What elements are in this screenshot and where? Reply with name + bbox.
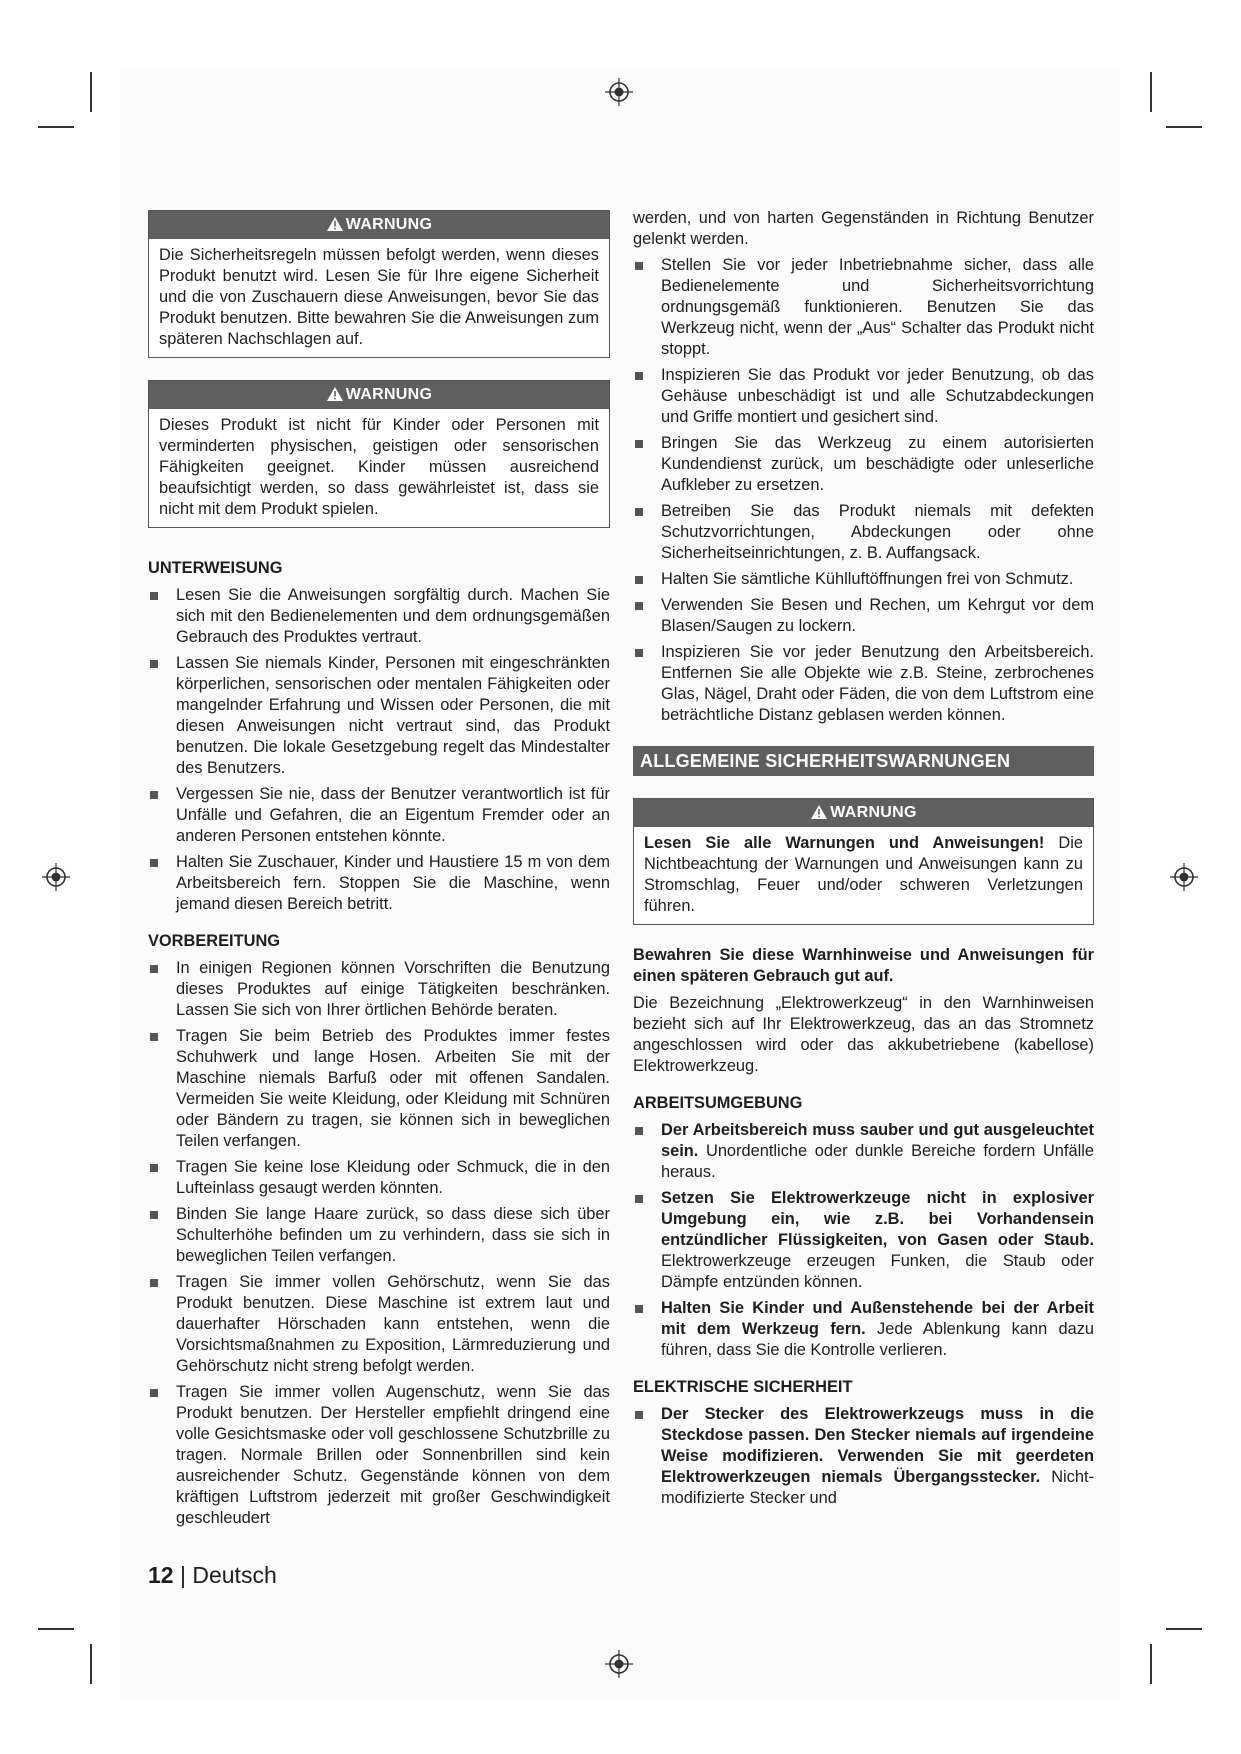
crop-mark — [1166, 1628, 1202, 1630]
bullet-square-icon — [150, 791, 158, 799]
list-item-text: Halten Sie sämtliche Kühlluftöffnungen frei von Schmutz. — [661, 570, 1074, 588]
list-item-text: Bringen Sie das Werkzeug zu einem autorisierten Kundendienst zurück, um beschädigte oder unleserliche Aufkleber zu ersetzen. — [661, 434, 1094, 494]
list-item-text: Betreiben Sie das Produkt niemals mit defekten Schutzvorrichtungen, Abdeckungen oder ohne Sicherheitseinrichtungen, z. B. Auffangsack. — [661, 502, 1094, 562]
list-item — [633, 1298, 1094, 1361]
list-item — [633, 1404, 1094, 1509]
vorbereitung-list — [148, 958, 610, 1529]
page-number: 12 — [148, 1562, 174, 1588]
list-item-text: Verwenden Sie Besen und Rechen, um Kehrgut vor dem Blasen/Saugen zu lockern. — [661, 596, 1094, 635]
list-item — [148, 958, 610, 1021]
definition-paragraph: Die Bezeichnung „Elektrowerkzeug“ in den Warnhinweisen bezieht sich auf Ihr Elektrowerkzeug, das an das Stromnetz angeschlossen wird oder das akkubetriebene (kabellose) Elektrowerkzeug. — [633, 994, 1094, 1075]
bullet-square-icon — [150, 859, 158, 867]
right-column — [633, 208, 1094, 1514]
list-item-text: Inspizieren Sie vor jeder Benutzung den Arbeitsbereich. Entfernen Sie alle Objekte wie z.B. Steine, zerbrochenes Glas, Nägel, Draht oder Fäden, die von dem Luftstrom eine beträchtliche Distanz geblasen werden können. — [661, 643, 1094, 724]
list-item-text: Tragen Sie keine lose Kleidung oder Schmuck, die in den Lufteinlass gesaugt werden könnten. — [176, 1158, 610, 1197]
warning-box — [633, 798, 1094, 925]
list-item-text: Vergessen Sie nie, dass der Benutzer verantwortlich ist für Unfälle und Gefahren, die an Eigentum Fremder oder an anderen Personen entstehen könnte. — [176, 785, 610, 845]
section-heading-vorbereitung: VORBEREITUNG — [148, 932, 281, 950]
warning-title: WARNUNG — [345, 216, 433, 233]
list-item-text: Unordentliche oder dunkle Bereiche fordern Unfälle heraus. — [661, 1142, 1094, 1181]
footer-separator: | — [179, 1562, 186, 1588]
list-item — [148, 784, 610, 847]
section-heading-elektrische-sicherheit: ELEKTRISCHE SICHERHEIT — [633, 1378, 853, 1396]
crop-mark — [38, 1628, 74, 1630]
warning-text — [634, 827, 1093, 924]
bullet-square-icon — [635, 1195, 643, 1203]
list-item — [633, 501, 1094, 564]
list-item — [148, 1272, 610, 1377]
list-item — [633, 642, 1094, 726]
list-item — [148, 1204, 610, 1267]
list-item — [148, 1382, 610, 1529]
bullet-square-icon — [635, 1305, 643, 1313]
list-item — [148, 1026, 610, 1152]
list-item-text: Elektrowerkzeuge erzeugen Funken, die Staub oder Dämpfe entzünden können. — [661, 1252, 1094, 1291]
list-item — [148, 852, 610, 915]
warning-triangle-icon — [810, 804, 828, 820]
crop-mark — [1166, 126, 1202, 128]
list-item — [633, 595, 1094, 637]
bullet-square-icon — [635, 440, 643, 448]
list-item — [148, 585, 610, 648]
warning-box — [148, 380, 610, 528]
list-item-text: Binden Sie lange Haare zurück, so dass diese sich über Schulterhöhe befinden um zu verhindern, dass sie sich in beweglichen Teilen verfangen. — [176, 1205, 610, 1265]
bullet-square-icon — [150, 1164, 158, 1172]
bullet-square-icon — [150, 1389, 158, 1397]
bullet-square-icon — [635, 649, 643, 657]
warning-title: WARNUNG — [830, 804, 917, 821]
warning-text: Dieses Produkt ist nicht für Kinder oder Personen mit verminderten physischen, geistigen oder sensorischen Fähigkeiten geeignet. Kinder müssen ausreichend beaufsichtigt werden, so dass gewährleistet ist, dass sie nicht mit dem Produkt spielen. — [159, 416, 599, 518]
list-item-bold-text: Setzen Sie Elektrowerkzeuge nicht in explosiver Umgebung ein, wie z.B. bei Vorhandensein entzündlicher Flüssigkeiten, von Gasen oder Staub. — [661, 1189, 1094, 1249]
warning-triangle-icon — [326, 386, 344, 402]
keep-instructions-note: Bewahren Sie diese Warnhinweise und Anweisungen für einen späteren Gebrauch gut auf. — [633, 946, 1094, 985]
continued-text: werden, und von harten Gegenständen in Richtung Benutzer gelenkt werden. — [633, 209, 1094, 248]
registration-mark-icon — [605, 1650, 633, 1678]
warning-header — [149, 211, 609, 239]
warning-header — [149, 381, 609, 409]
list-item-text: Inspizieren Sie das Produkt vor jeder Benutzung, ob das Gehäuse unbeschädigt ist und alle Schutzabdeckungen und Griffe montiert und gesichert sind. — [661, 366, 1094, 426]
arbeitsumgebung-list — [633, 1120, 1094, 1361]
list-item — [633, 1188, 1094, 1293]
left-column — [148, 210, 610, 1534]
list-item-text: Tragen Sie immer vollen Gehörschutz, wenn Sie das Produkt benutzen. Diese Maschine ist extrem laut und dauerhafter Hörschaden kann entstehen, wenn die Vorsichtsmaßnahmen zu Exposition, Lärmreduzierung und Gehörschutz nicht streng befolgt werden. — [176, 1273, 610, 1375]
list-item-bold-text: Der Arbeitsbereich muss sauber und gut ausgeleuchtet sein. — [661, 1121, 1094, 1160]
section-banner: ALLGEMEINE SICHERHEITSWARNUNGEN — [633, 746, 1094, 776]
footer-language: Deutsch — [192, 1562, 277, 1588]
warning-body-text: Die Nichtbeachtung der Warnungen und Anweisungen kann zu Stromschlag, Feuer und/oder schweren Verletzungen führen. — [644, 834, 1084, 915]
bullet-square-icon — [635, 1411, 643, 1419]
crop-mark — [90, 1644, 92, 1684]
bullet-square-icon — [150, 592, 158, 600]
safety-list — [633, 255, 1094, 726]
list-item — [633, 1120, 1094, 1183]
list-item-text: Stellen Sie vor jeder Inbetriebnahme sicher, dass alle Bedienelemente und Sicherheitsvorrichtung ordnungsgemäß funktionieren. Benutzen Sie das Werkzeug nicht, wenn der „Aus“ Schalter das Produkt nicht stoppt. — [661, 256, 1094, 358]
list-item-text: Halten Sie Zuschauer, Kinder und Haustiere 15 m von dem Arbeitsbereich fern. Stoppen Sie die Maschine, wenn jemand diesen Bereich betritt. — [176, 853, 610, 913]
list-item — [148, 653, 610, 779]
list-item-text: Jede Ablenkung kann dazu führen, dass Sie die Kontrolle verlieren. — [661, 1320, 1094, 1359]
crop-mark — [90, 72, 92, 112]
bullet-square-icon — [635, 372, 643, 380]
list-item — [633, 569, 1094, 590]
elektrische-list — [633, 1404, 1094, 1509]
warning-triangle-icon — [326, 216, 344, 232]
warning-text: Die Sicherheitsregeln müssen befolgt werden, wenn dieses Produkt benutzt wird. Lesen Sie für Ihre eigene Sicherheit und die von Zuschauern diese Anweisungen, bevor Sie das Produkt benutzen. Bitte bewahren Sie die Anweisungen zum späteren Nachschlagen auf. — [159, 246, 599, 348]
list-item-text: Tragen Sie immer vollen Augenschutz, wenn Sie das Produkt benutzen. Der Hersteller empfiehlt dringend eine volle Gesichtsmaske oder voll geschlossene Schutzbrille zu tragen. Normale Brillen oder Sonnenbrillen sind kein ausreichender Schutz. Gegenstände können von dem kräftigen Luftstrom jederzeit mit großer Geschwindigkeit geschleudert — [176, 1383, 610, 1527]
warning-header — [634, 799, 1093, 827]
crop-mark — [38, 126, 74, 128]
list-item — [148, 1157, 610, 1199]
bullet-square-icon — [635, 262, 643, 270]
bullet-square-icon — [150, 1033, 158, 1041]
registration-mark-icon — [42, 863, 70, 891]
bullet-square-icon — [635, 576, 643, 584]
section-heading-unterweisung: UNTERWEISUNG — [148, 559, 283, 577]
list-item-text: Nicht-modifizierte Stecker und — [661, 1468, 1094, 1507]
warning-bold-text: Lesen Sie alle Warnungen und Anweisungen! — [644, 834, 1045, 852]
section-heading-arbeitsumgebung: ARBEITSUMGEBUNG — [633, 1094, 803, 1112]
bullet-square-icon — [150, 660, 158, 668]
bullet-square-icon — [635, 602, 643, 610]
list-item — [633, 255, 1094, 360]
bullet-square-icon — [635, 1127, 643, 1135]
warning-box — [148, 210, 610, 358]
bullet-square-icon — [150, 1211, 158, 1219]
bullet-square-icon — [635, 508, 643, 516]
unterweisung-list — [148, 585, 610, 915]
list-item-text: Lesen Sie die Anweisungen sorgfältig durch. Machen Sie sich mit den Bedienelementen und dem ordnungsgemäßen Gebrauch des Produktes vertraut. — [176, 586, 610, 646]
list-item-text: In einigen Regionen können Vorschriften die Benutzung dieses Produktes auf einige Tätigkeiten beschränken. Lassen Sie sich von Ihrer örtlichen Behörde beraten. — [176, 959, 610, 1019]
registration-mark-icon — [1170, 863, 1198, 891]
crop-mark — [1150, 72, 1152, 112]
list-item-text: Tragen Sie beim Betrieb des Produktes immer festes Schuhwerk und lange Hosen. Arbeiten Sie mit der Maschine niemals Barfuß oder mit offenen Sandalen. Vermeiden Sie weite Kleidung, oder Kleidung mit Schnüren oder Bändern zu tragen, sie können sich in beweglichen Teilen verfangen. — [176, 1027, 610, 1150]
bullet-square-icon — [150, 965, 158, 973]
list-item — [633, 433, 1094, 496]
list-item-bold-text: Halten Sie Kinder und Außenstehende bei der Arbeit mit dem Werkzeug fern. — [661, 1299, 1094, 1338]
list-item — [633, 365, 1094, 428]
list-item-bold-text: Der Stecker des Elektrowerkzeugs muss in die Steckdose passen. Den Stecker niemals auf irgendeine Weise modifizieren. Verwenden Sie mit geerdeten Elektrowerkzeugen niemals Übergangsstecker. — [661, 1405, 1094, 1486]
warning-title: WARNUNG — [345, 386, 433, 403]
crop-mark — [1150, 1644, 1152, 1684]
registration-mark-icon — [605, 78, 633, 106]
bullet-square-icon — [150, 1279, 158, 1287]
page-footer — [148, 1562, 277, 1589]
list-item-text: Lassen Sie niemals Kinder, Personen mit eingeschränkten körperlichen, sensorischen oder mentalen Fähigkeiten oder mangelnder Erfahrung und Wissen oder Personen, die mit diesen Anweisungen nicht vertraut sind, das Produkt benutzen. Die lokale Gesetzgebung regelt das Mindestalter des Benutzers. — [176, 654, 610, 777]
